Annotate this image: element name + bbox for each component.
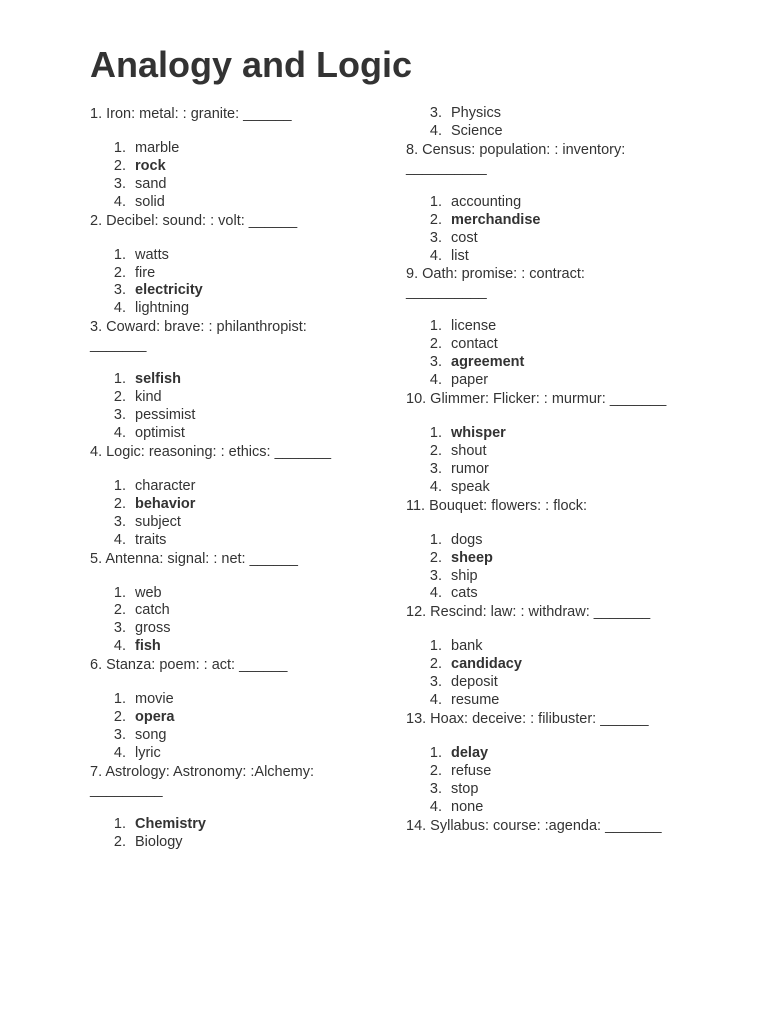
answer-options bbox=[90, 371, 390, 443]
option-text: accounting bbox=[451, 193, 522, 210]
question-text bbox=[90, 550, 390, 568]
option-number: 3. bbox=[429, 105, 442, 121]
question-prompt: 4. Logic: reasoning: : ethics: _______ bbox=[90, 443, 332, 460]
question-prompt: 13. Hoax: deceive: : filibuster: ______ bbox=[406, 710, 649, 727]
answer-option bbox=[406, 354, 706, 372]
option-text: marble bbox=[135, 140, 180, 156]
question-text bbox=[90, 105, 390, 123]
option-number: 3. bbox=[113, 175, 126, 192]
answer-blank: _________ bbox=[90, 781, 163, 798]
option-number: 3. bbox=[429, 780, 442, 797]
correct-answer: opera bbox=[135, 709, 175, 726]
answer-options bbox=[406, 532, 706, 604]
answer-option bbox=[90, 176, 390, 194]
answer-option bbox=[90, 158, 390, 176]
question-prompt: 1. Iron: metal: : granite: ______ bbox=[90, 106, 292, 122]
answer-option bbox=[406, 479, 706, 497]
answer-option bbox=[90, 514, 390, 532]
left-column bbox=[90, 105, 390, 852]
correct-answer: fish bbox=[135, 638, 161, 655]
answer-option bbox=[90, 834, 390, 852]
option-number: 1. bbox=[113, 477, 126, 494]
answer-option bbox=[406, 123, 706, 141]
option-number: 1. bbox=[113, 691, 126, 708]
question-prompt: 14. Syllabus: course: :agenda: _______ bbox=[406, 817, 662, 834]
question-text bbox=[406, 390, 706, 408]
answer-option bbox=[90, 425, 390, 443]
option-number: 1. bbox=[113, 584, 126, 601]
option-text: solid bbox=[135, 193, 165, 210]
option-text: lyric bbox=[135, 744, 161, 761]
option-number: 1. bbox=[113, 371, 126, 388]
answer-option bbox=[90, 389, 390, 407]
option-text: movie bbox=[135, 691, 174, 708]
correct-answer: candidacy bbox=[451, 656, 522, 673]
answer-options bbox=[90, 691, 390, 763]
option-number: 4. bbox=[429, 798, 442, 815]
option-number: 1. bbox=[429, 193, 442, 210]
answer-option bbox=[406, 638, 706, 656]
option-number: 2. bbox=[113, 157, 126, 174]
option-number: 3. bbox=[113, 407, 126, 424]
answer-blank: _______ bbox=[90, 337, 147, 354]
answer-blank: __________ bbox=[406, 284, 487, 301]
option-number: 2. bbox=[429, 656, 442, 673]
answer-option bbox=[406, 230, 706, 248]
question-text bbox=[406, 141, 706, 159]
answer-options bbox=[90, 247, 390, 319]
option-number: 3. bbox=[113, 620, 126, 637]
option-text: deposit bbox=[451, 674, 498, 691]
option-number: 1. bbox=[429, 531, 442, 548]
option-text: sand bbox=[135, 175, 167, 192]
option-number: 4. bbox=[429, 372, 442, 389]
option-text: traits bbox=[135, 531, 167, 548]
question-prompt: 5. Antenna: signal: : net: ______ bbox=[90, 550, 298, 567]
answer-option bbox=[90, 745, 390, 763]
option-text: song bbox=[135, 726, 167, 743]
option-number: 2. bbox=[429, 336, 442, 353]
answer-option bbox=[90, 585, 390, 603]
answer-option bbox=[406, 336, 706, 354]
answer-option bbox=[90, 300, 390, 318]
option-number: 4. bbox=[429, 585, 442, 602]
option-number: 4. bbox=[113, 193, 126, 210]
option-number: 2. bbox=[113, 602, 126, 619]
question-text bbox=[90, 656, 390, 674]
answer-option bbox=[406, 212, 706, 230]
option-number: 1. bbox=[429, 318, 442, 335]
option-text: shout bbox=[451, 442, 487, 459]
option-text: subject bbox=[135, 513, 181, 530]
answer-options bbox=[406, 318, 706, 390]
option-text: pessimist bbox=[135, 407, 196, 424]
answer-option bbox=[90, 638, 390, 656]
option-number: 4. bbox=[113, 638, 126, 655]
answer-option bbox=[90, 265, 390, 283]
option-text: none bbox=[451, 798, 484, 815]
answer-option bbox=[406, 585, 706, 603]
answer-blank: __________ bbox=[406, 159, 487, 176]
option-number: 1. bbox=[113, 815, 126, 832]
answer-option bbox=[406, 248, 706, 266]
question-prompt: 12. Rescind: law: : withdraw: _______ bbox=[406, 604, 651, 621]
answer-option bbox=[90, 140, 390, 158]
spacer bbox=[406, 408, 706, 425]
answer-option bbox=[90, 532, 390, 550]
spacer bbox=[406, 515, 706, 532]
question-prompt: 11. Bouquet: flowers: : flock: bbox=[406, 497, 588, 514]
answer-option bbox=[90, 407, 390, 425]
option-number: 3. bbox=[429, 674, 442, 691]
option-text: list bbox=[451, 247, 469, 264]
option-text: contact bbox=[451, 336, 498, 353]
option-text: dogs bbox=[451, 531, 483, 548]
option-number: 3. bbox=[429, 354, 442, 371]
answer-option bbox=[406, 763, 706, 781]
option-text: resume bbox=[451, 692, 500, 709]
page-title: Analogy and Logic bbox=[90, 44, 413, 85]
answer-options bbox=[406, 638, 706, 710]
option-number: 3. bbox=[429, 229, 442, 246]
spacer bbox=[406, 177, 706, 194]
correct-answer: delay bbox=[451, 744, 489, 761]
option-text: license bbox=[451, 318, 497, 335]
correct-answer: rock bbox=[135, 157, 166, 174]
question-prompt: 7. Astrology: Astronomy: :Alchemy: bbox=[90, 763, 315, 780]
question-prompt: 2. Decibel: sound: : volt: ______ bbox=[90, 212, 298, 229]
answer-option bbox=[90, 282, 390, 300]
answer-option bbox=[90, 691, 390, 709]
answer-option bbox=[90, 247, 390, 265]
option-text: character bbox=[135, 477, 196, 494]
answer-option bbox=[406, 656, 706, 674]
spacer bbox=[90, 799, 390, 816]
option-number: 2. bbox=[113, 495, 126, 512]
option-text: Biology bbox=[135, 833, 183, 850]
option-number: 3. bbox=[429, 567, 442, 584]
spacer bbox=[90, 461, 390, 478]
question-text bbox=[406, 603, 706, 621]
answer-option bbox=[90, 727, 390, 745]
correct-answer: Chemistry bbox=[135, 815, 206, 832]
option-text: cats bbox=[451, 585, 478, 602]
option-number: 1. bbox=[113, 140, 126, 156]
option-number: 4. bbox=[113, 424, 126, 441]
answer-options bbox=[90, 478, 390, 550]
answer-options bbox=[406, 425, 706, 497]
option-text: lightning bbox=[135, 300, 190, 317]
answer-options bbox=[90, 585, 390, 657]
option-number: 1. bbox=[429, 744, 442, 761]
correct-answer: agreement bbox=[451, 354, 525, 371]
option-text: paper bbox=[451, 372, 489, 389]
answer-option bbox=[406, 425, 706, 443]
option-text: optimist bbox=[135, 424, 185, 441]
answer-option bbox=[90, 496, 390, 514]
spacer bbox=[90, 230, 390, 247]
answer-option bbox=[406, 372, 706, 390]
option-number: 4. bbox=[429, 122, 442, 139]
correct-answer: whisper bbox=[451, 425, 506, 442]
spacer bbox=[406, 621, 706, 638]
question-text bbox=[90, 212, 390, 230]
question-text bbox=[406, 497, 706, 515]
option-number: 2. bbox=[429, 762, 442, 779]
answer-option bbox=[90, 602, 390, 620]
correct-answer: merchandise bbox=[451, 211, 541, 228]
correct-answer: sheep bbox=[451, 549, 493, 566]
option-number: 2. bbox=[113, 833, 126, 850]
option-number: 4. bbox=[113, 300, 126, 317]
spacer bbox=[90, 123, 390, 140]
correct-answer: electricity bbox=[135, 282, 203, 299]
answer-option bbox=[406, 461, 706, 479]
question-text bbox=[90, 763, 390, 781]
answer-option bbox=[406, 781, 706, 799]
answer-option bbox=[90, 620, 390, 638]
option-text: fire bbox=[135, 264, 156, 281]
answer-option bbox=[406, 532, 706, 550]
option-text: catch bbox=[135, 602, 170, 619]
answer-option bbox=[90, 478, 390, 496]
option-text: stop bbox=[451, 780, 479, 797]
answer-option bbox=[90, 194, 390, 212]
question-prompt: 6. Stanza: poem: : act: ______ bbox=[90, 657, 288, 674]
answer-option bbox=[406, 674, 706, 692]
question-prompt: 10. Glimmer: Flicker: : murmur: _______ bbox=[406, 391, 667, 408]
answer-options bbox=[406, 194, 706, 266]
option-number: 1. bbox=[429, 638, 442, 655]
answer-option bbox=[90, 371, 390, 389]
option-number: 4. bbox=[429, 247, 442, 264]
answer-option bbox=[90, 709, 390, 727]
option-text: rumor bbox=[451, 460, 489, 477]
option-text: Physics bbox=[451, 105, 501, 121]
question-text bbox=[406, 817, 706, 835]
option-number: 2. bbox=[429, 442, 442, 459]
answer-options bbox=[90, 140, 390, 212]
spacer bbox=[90, 674, 390, 691]
right-column bbox=[406, 105, 706, 835]
option-text: watts bbox=[135, 246, 169, 263]
option-number: 3. bbox=[113, 282, 126, 299]
option-number: 4. bbox=[429, 478, 442, 495]
option-text: refuse bbox=[451, 762, 492, 779]
option-text: kind bbox=[135, 389, 162, 406]
answer-option bbox=[406, 692, 706, 710]
correct-answer: selfish bbox=[135, 371, 181, 388]
option-number: 4. bbox=[113, 531, 126, 548]
option-number: 4. bbox=[429, 692, 442, 709]
option-number: 3. bbox=[113, 513, 126, 530]
question-text bbox=[406, 265, 706, 283]
spacer bbox=[90, 354, 390, 371]
option-number: 2. bbox=[113, 264, 126, 281]
answer-option bbox=[406, 443, 706, 461]
option-text: gross bbox=[135, 620, 171, 637]
spacer bbox=[90, 568, 390, 585]
answer-option bbox=[406, 799, 706, 817]
answer-option bbox=[406, 568, 706, 586]
answer-options bbox=[90, 816, 390, 852]
option-number: 1. bbox=[113, 246, 126, 263]
option-text: Science bbox=[451, 122, 503, 139]
option-number: 3. bbox=[429, 460, 442, 477]
option-number: 1. bbox=[429, 425, 442, 442]
option-number: 2. bbox=[113, 709, 126, 726]
option-text: speak bbox=[451, 478, 490, 495]
question-text bbox=[90, 443, 390, 461]
answer-option bbox=[90, 816, 390, 834]
answer-option bbox=[406, 194, 706, 212]
option-number: 2. bbox=[429, 549, 442, 566]
answer-option bbox=[406, 318, 706, 336]
option-text: web bbox=[135, 584, 162, 601]
question-prompt: 8. Census: population: : inventory: bbox=[406, 141, 626, 158]
spacer bbox=[406, 728, 706, 745]
question-prompt: 9. Oath: promise: : contract: bbox=[406, 266, 585, 283]
answer-options bbox=[406, 105, 706, 141]
answer-option bbox=[406, 105, 706, 123]
option-number: 2. bbox=[113, 389, 126, 406]
answer-option bbox=[406, 550, 706, 568]
option-text: cost bbox=[451, 229, 478, 246]
question-text bbox=[90, 318, 390, 336]
question-text bbox=[406, 710, 706, 728]
option-text: ship bbox=[451, 567, 478, 584]
question-prompt: 3. Coward: brave: : philanthropist: bbox=[90, 319, 307, 336]
option-number: 3. bbox=[113, 726, 126, 743]
spacer bbox=[406, 301, 706, 318]
option-number: 2. bbox=[429, 211, 442, 228]
option-number: 4. bbox=[113, 744, 126, 761]
option-text: bank bbox=[451, 638, 483, 655]
answer-options bbox=[406, 745, 706, 817]
correct-answer: behavior bbox=[135, 495, 196, 512]
answer-option bbox=[406, 745, 706, 763]
